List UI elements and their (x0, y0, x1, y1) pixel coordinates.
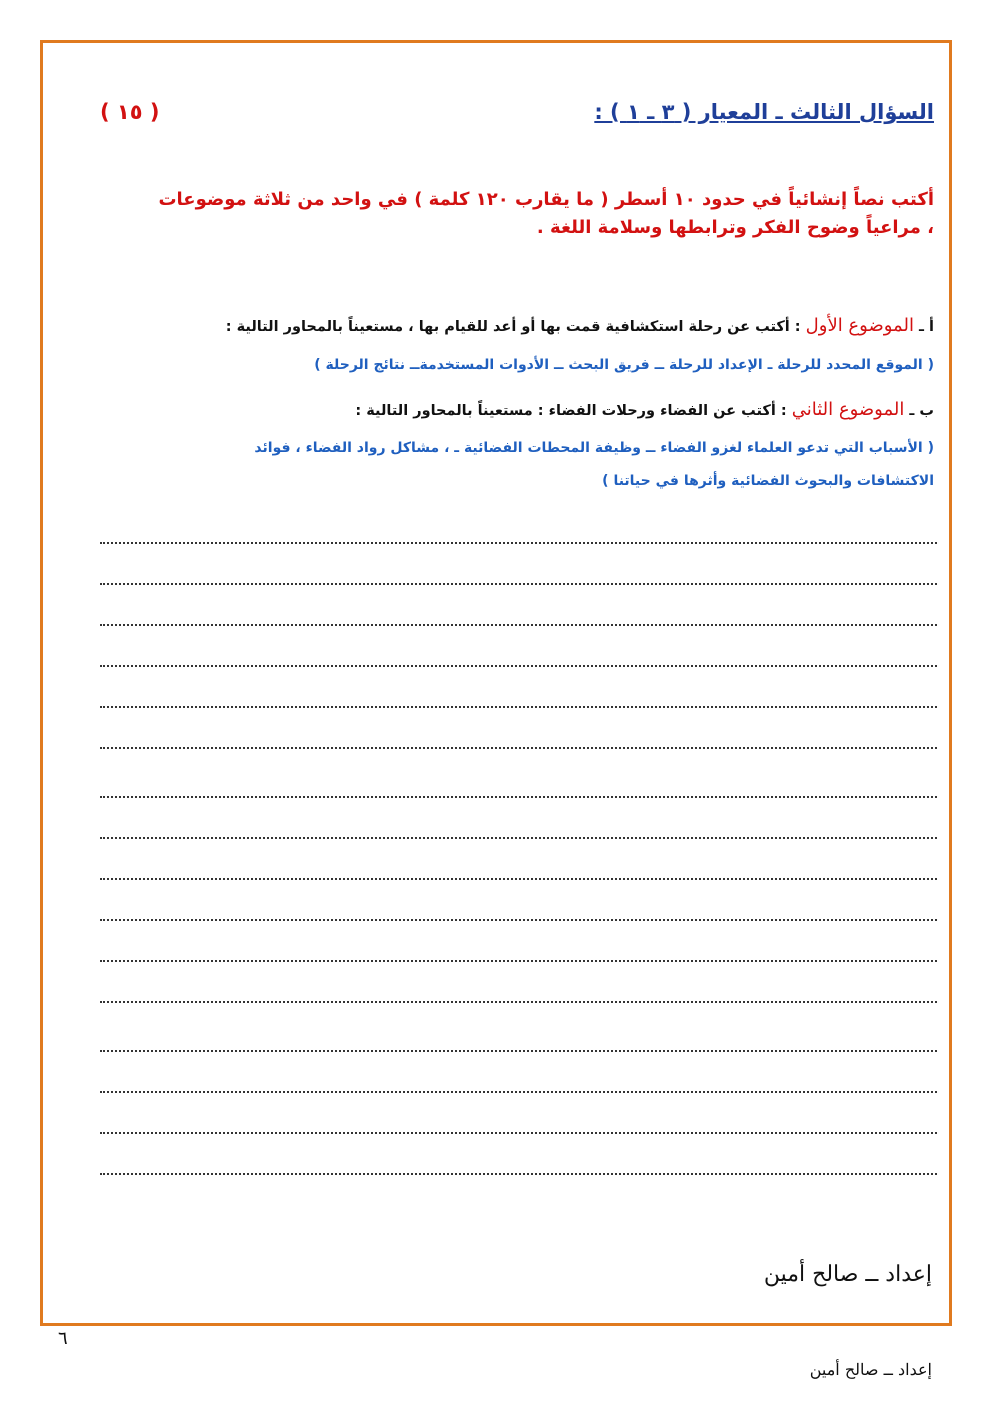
writing-line[interactable] (100, 583, 937, 585)
page-footer: إعداد ــ صالح أمين (809, 1360, 932, 1379)
writing-line[interactable] (100, 542, 937, 544)
writing-line[interactable] (100, 665, 937, 667)
writing-line[interactable] (100, 878, 937, 880)
writing-line[interactable] (100, 837, 937, 839)
writing-line[interactable] (100, 1091, 937, 1093)
page-number: ٦ (58, 1328, 68, 1349)
topic-1-name: الموضوع الأول (805, 315, 914, 336)
question-score: ( ١٥ ) (100, 100, 160, 124)
topic-2-heading (355, 399, 934, 420)
writing-line[interactable] (100, 624, 937, 626)
topic-2-axes-line-2: الاكتشافات والبحوث الفضائية وأثرها في حياتنا ) (602, 473, 934, 489)
question-title: السؤال الثالث ـ المعيار ( ٣ ـ ١ ) : (594, 100, 934, 124)
topic-1-heading (226, 315, 934, 336)
topic-2-axes-line-1: ( الأسباب التي تدعو العلماء لغزو الفضاء ــ وظيفة المحطات الفضائية ـ ، مشاكل رواد الفضاء ، فوائد (254, 440, 934, 456)
writing-line[interactable] (100, 919, 937, 921)
writing-line[interactable] (100, 1001, 937, 1003)
writing-line[interactable] (100, 1050, 937, 1052)
author-signature: إعداد ــ صالح أمين (763, 1262, 932, 1287)
writing-line[interactable] (100, 706, 937, 708)
topic-2-name: الموضوع الثاني (791, 399, 905, 420)
writing-line[interactable] (100, 796, 937, 798)
writing-line[interactable] (100, 960, 937, 962)
topic-2-text: : أكتب عن الفضاء ورحلات الفضاء : مستعيناً بالمحاور التالية : (355, 403, 787, 419)
writing-line[interactable] (100, 1132, 937, 1134)
topic-2-prefix: ب ـ (909, 403, 934, 419)
writing-line[interactable] (100, 747, 937, 749)
topic-1-axes: ( الموقع المحدد للرحلة ـ الإعداد للرحلة ــ فريق البحث ــ الأدوات المستخدمةــ نتائج الرحلة ) (314, 357, 934, 373)
instruction-text: أكتب نصاً إنشائياً في حدود ١٠ أسطر ( ما يقارب ١٢٠ كلمة ) في واحد من ثلاثة موضوعات ، مراعياً وضوح الفكر وترابطها وسلامة اللغة . (158, 189, 934, 238)
writing-line[interactable] (100, 1173, 937, 1175)
topic-1-prefix: أ ـ (919, 319, 934, 335)
topic-1-text: : أكتب عن رحلة استكشافية قمت بها أو أعد للقيام بها ، مستعيناً بالمحاور التالية : (225, 319, 801, 335)
